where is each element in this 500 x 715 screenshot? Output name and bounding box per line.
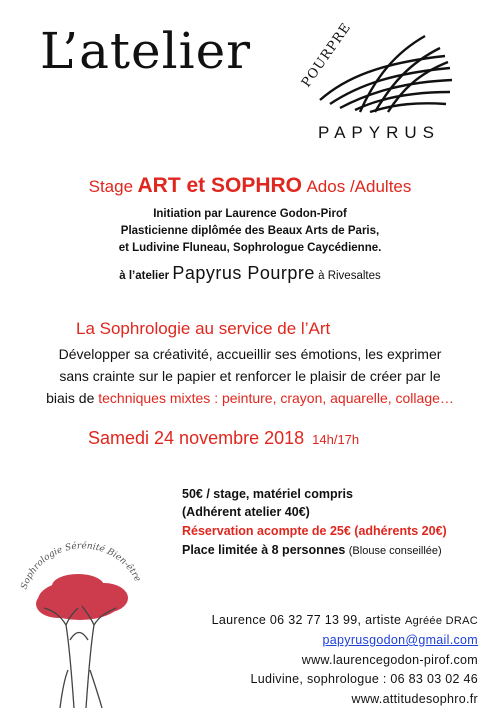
logo-papyrus-leaves-icon (300, 18, 470, 128)
event-time: 14h/17h (312, 432, 360, 447)
event-date (88, 428, 359, 449)
intro-line-1: Initiation par Laurence Godon-Pirof (153, 208, 347, 220)
page-title: L’atelier (40, 22, 252, 80)
event-day: Samedi 24 novembre 2018 (88, 428, 305, 448)
atelier-name: Papyrus Pourpre (172, 263, 315, 283)
description-line-2: sans crainte sur le papier et renforcer le plaisir de créer par le (59, 368, 441, 384)
places-text: Place limitée à 8 personnes (182, 543, 346, 557)
price-info: 50€ / stage, matériel compris (182, 487, 353, 501)
email-link[interactable]: papyrusgodon@gmail.com (322, 633, 478, 647)
description-line-1: Développer sa créativité, accueillir ses émotions, les exprimer (58, 346, 442, 362)
reservation-info: Réservation acompte de 25€ (adhérents 20€) (182, 524, 447, 538)
tree-caption: Sophrologie Sérénité Bien-être (19, 541, 143, 591)
website-ludivine[interactable]: www.attitudesophro.fr (351, 692, 478, 706)
contact-laurence-text: Laurence 06 32 77 13 99, artiste (211, 613, 402, 627)
stage-heading (0, 174, 500, 198)
tree-icon (8, 520, 148, 710)
places-info (182, 543, 442, 557)
atelier-prefix: à l’atelier (119, 270, 170, 282)
description-prefix: biais de (46, 390, 95, 406)
atelier-suffix: à Rivesaltes (318, 270, 381, 282)
member-price-info: (Adhérent atelier 40€) (182, 505, 310, 519)
places-note: (Blouse conseillée) (348, 545, 442, 557)
logo-bottom-text: PAPYRUS (318, 123, 440, 142)
contact-ludivine: Ludivine, sophrologue : 06 83 03 02 46 (250, 672, 478, 686)
description-line-3 (0, 390, 500, 406)
intro-line-2: Plasticienne diplômée des Beaux Arts de Paris, (120, 225, 380, 237)
intro-line-3: et Ludivine Fluneau, Sophrologue Caycédienne. (118, 242, 382, 254)
papyrus-pourpre-logo (300, 18, 470, 143)
stage-highlight: ART et SOPHRO (137, 174, 303, 197)
logo-top-text: POURPRE (300, 20, 355, 91)
website-laurence[interactable]: www.laurencegodon-pirof.com (301, 653, 478, 667)
contact-laurence-note: Agréée DRAC (405, 615, 478, 627)
description-techniques: techniques mixtes : peinture, crayon, aquarelle, collage… (98, 390, 454, 406)
tree-illustration (8, 520, 148, 710)
stage-suffix: Ados /Adultes (306, 177, 412, 196)
contact-laurence (212, 613, 478, 627)
atelier-location-line (0, 263, 500, 284)
stage-prefix: Stage (88, 177, 134, 196)
section-title: La Sophrologie au service de l’Art (76, 319, 331, 338)
